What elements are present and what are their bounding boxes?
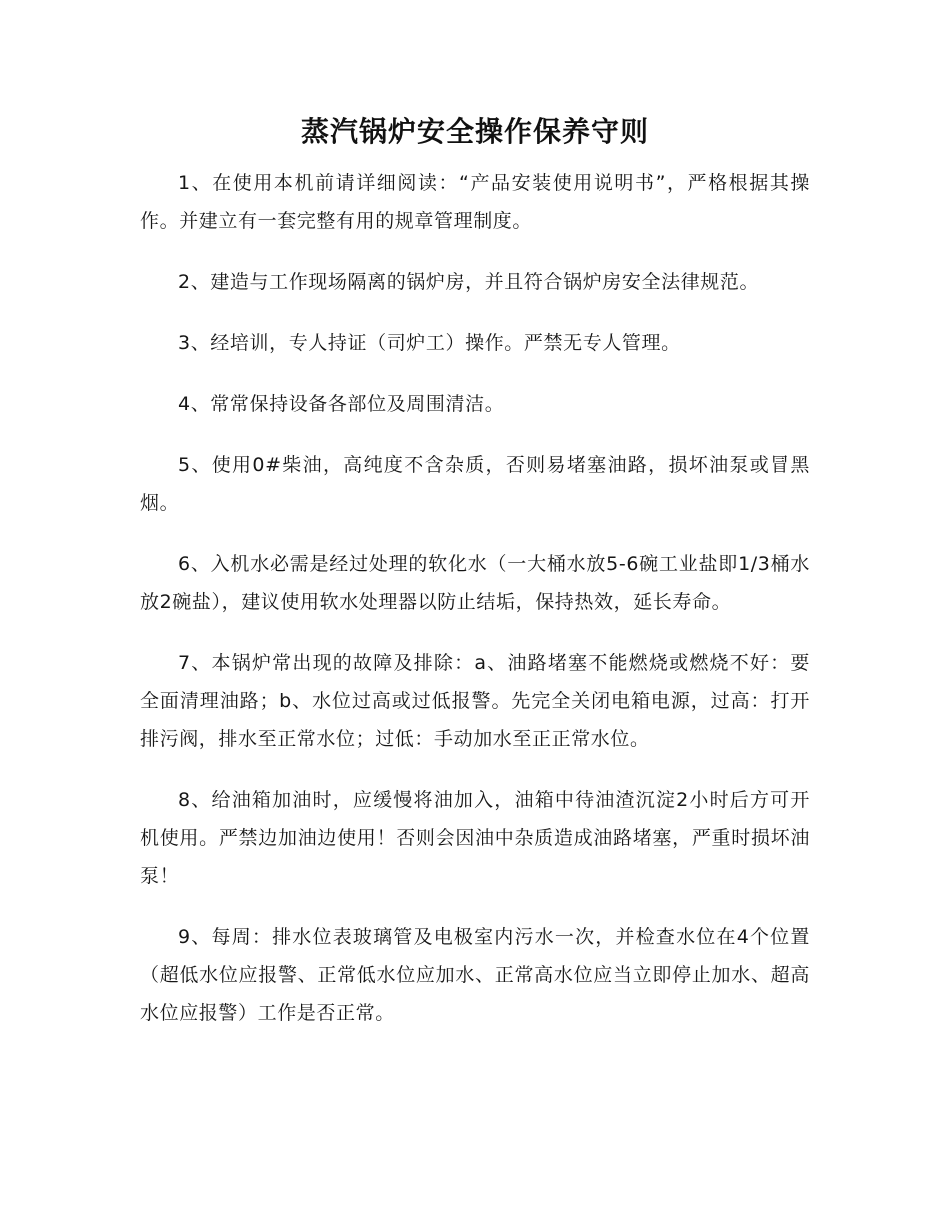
- paragraph-4: 4、常常保持设备各部位及周围清洁。: [178, 393, 505, 415]
- paragraph-6: 6、入机水必需是经过处理的软化水（一大桶水放5-6碗工业盐即1/3桶水放2碗盐），建议使用软水处理器以防止结垢，保持热效，延长寿命。: [140, 553, 810, 613]
- paragraph-2: 2、建造与工作现场隔离的锅炉房，并且符合锅炉房安全法律规范。: [178, 271, 760, 293]
- paragraph-8: 8、给油箱加油时，应缓慢将油加入，油箱中待油渣沉淀2小时后方可开机使用。严禁边加油边使用！否则会因油中杂质造成油路堵塞，严重时损坏油泵！: [140, 789, 810, 887]
- paragraph-7: 7、本锅炉常出现的故障及排除：a、油路堵塞不能燃烧或燃烧不好：要全面清理油路；b、水位过高或过低报警。先完全关闭电箱电源，过高：打开排污阀，排水至正常水位；过低：手动加水至正正常水位。: [140, 652, 810, 750]
- paragraph-5: 5、使用0#柴油，高纯度不含杂质，否则易堵塞油路，损坏油泵或冒黑烟。: [140, 454, 810, 514]
- paragraph-1: 1、在使用本机前请详细阅读：“产品安装使用说明书”，严格根据其操作。并建立有一套完整有用的规章管理制度。: [140, 172, 810, 232]
- document-title: 蒸汽锅炉安全操作保养守则: [300, 115, 649, 148]
- paragraph-3: 3、经培训，专人持证（司炉工）操作。严禁无专人管理。: [178, 332, 681, 354]
- document-body: [140, 164, 810, 1055]
- paragraph-9: 9、每周：排水位表玻璃管及电极室内污水一次，并检查水位在4个位置（超低水位应报警、正常低水位应加水、正常高水位应当立即停止加水、超高水位应报警）工作是否正常。: [140, 926, 810, 1024]
